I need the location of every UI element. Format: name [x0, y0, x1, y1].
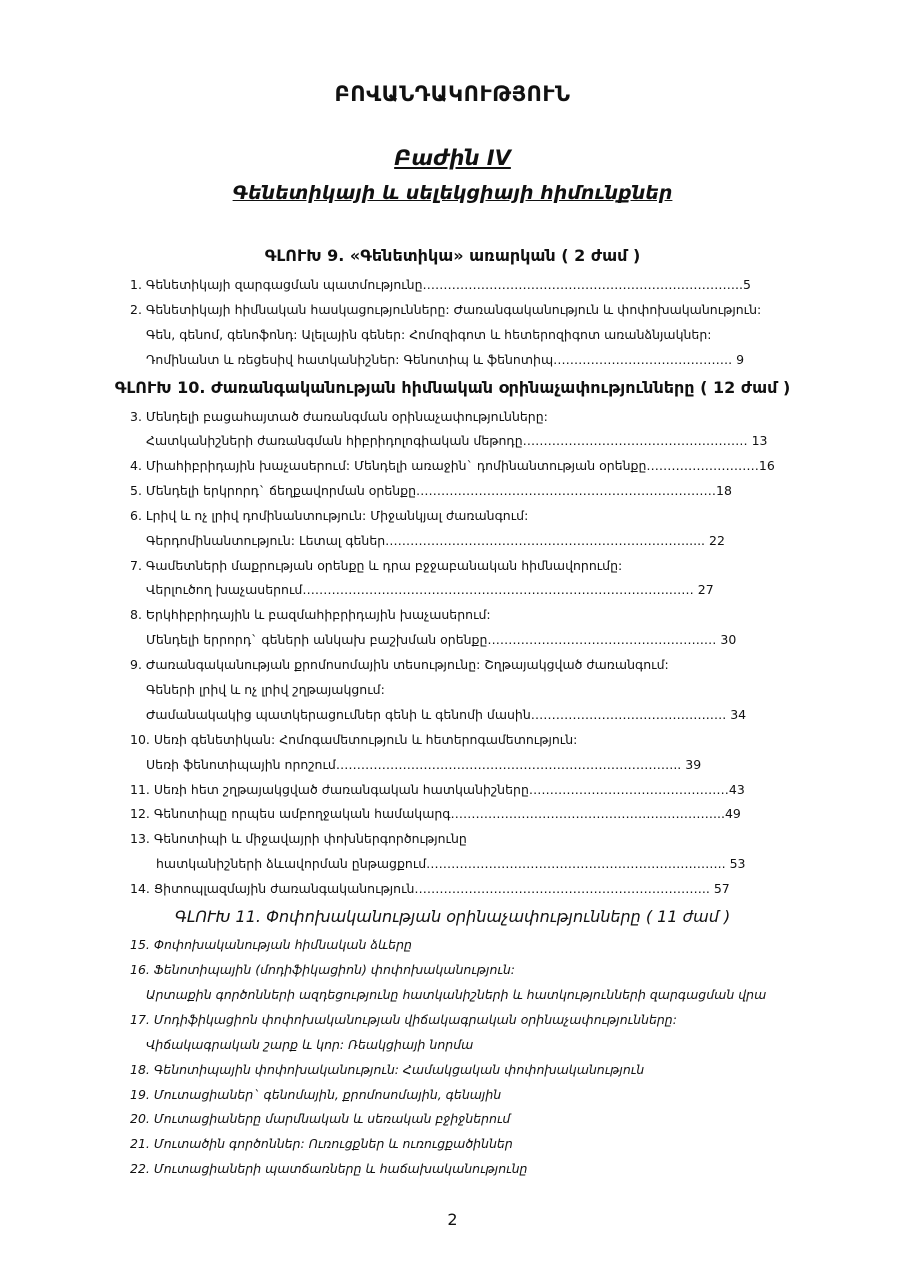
toc-line: Սեռի ֆենոտիպային որոշում……………………………………………………………………….. 39	[146, 757, 702, 772]
toc-line: Հատկանիշների ժառանգման հիբրիդոլոգիական մեթոդը……………………………………………… 13	[146, 433, 768, 448]
toc-line: 4. Միահիբրիդային խաչասերում: Մենդելի առաջին` դոմինանտության օրենքը………………………16	[130, 458, 775, 473]
toc-line: 6. Լրիվ և ոչ լրիվ դոմինանտություն: Միջանկյալ ժառանգում:	[130, 508, 529, 523]
toc-line: Գեն, գենոմ, գենոֆոնդ: Ալելային գեներ: Հոմոզիգոտ և հետերոզիգոտ առանձնյակներ:	[146, 327, 712, 342]
toc-line: 12. Գենոտիպը որպես ամբողջական համակարգ………………………………………………………...49	[130, 806, 741, 821]
toc-line: 10. Սեռի գենետիկան: Հոմոգամետություն և հետերոգամետություն:	[130, 732, 578, 747]
toc-line: 5. Մենդելի երկրորդ` ճեղքավորման օրենքը………………………………………………………………18	[130, 483, 732, 498]
toc-line: 7. Գամետների մաքրության օրենքը և դրա բջջաբանական հիմնավորումը:	[130, 558, 623, 573]
part-subtitle: Գենետիկայի և սելեկցիայի հիմունքներ	[232, 182, 673, 204]
toc-line: 3. Մենդելի բացահայտած ժառանգման օրինաչափությունները:	[130, 409, 548, 424]
toc-line: Արտաքին գործոնների ազդեցությունը հատկանիշների և հատկությունների զարգացման վրա	[146, 987, 767, 1002]
chapter-heading: ԳԼՈՒԽ 9. «Գենետիկա» առարկան ( 2 ժամ )	[264, 246, 641, 265]
toc-line: Ժամանակակից պատկերացումներ գենի և գենոմի մասին…………………………………….…. 34	[146, 707, 747, 722]
toc-line: 15. Փոփոխականության հիմնական ձևերը	[130, 937, 412, 952]
toc-line: 14. Ցիտոպլազմային ժառանգականություն…………………………………………………………….. 57	[130, 881, 730, 896]
toc-line: 16. Ֆենոտիպային (մոդիֆիկացիոն) փոփոխականություն:	[130, 962, 515, 977]
toc-line: 13. Գենոտիպի և միջավայրի փոխներգործությունը	[130, 831, 467, 846]
toc-title: ԲՈՎԱՆԴԱԿՈՒԹՅՈՒՆ	[334, 82, 571, 106]
chapter-heading: ԳԼՈՒԽ 11. Փոփոխականության օրինաչափությունները ( 11 ժամ )	[174, 907, 731, 926]
part-label: Բաժին IV	[394, 146, 511, 170]
toc-line: 17. Մոդիֆիկացիոն փոփոխականության վիճակագրական օրինաչափությունները:	[130, 1012, 677, 1027]
toc-line: 9. Ժառանգականության քրոմոսոմային տեսությունը: Շղթայակցված ժառանգում:	[130, 657, 669, 672]
toc-line: 11. Սեռի հետ շղթայակցված ժառանգական հատկանիշները…………………………………………43	[130, 782, 745, 797]
toc-line: Գեների լրիվ և ոչ լրիվ շղթայակցում:	[146, 682, 385, 697]
toc-line: Գերդոմինանտություն: Լետալ գեներ………………………………………………………………..... 22	[146, 533, 725, 548]
toc-line: 1. Գենետիկայի զարգացման պատմությունը…………………………………………………………………..5	[130, 277, 751, 292]
toc-line: 21. Մուտածին գործոններ: Ուռուցքներ և ուռուցքածիններ	[130, 1136, 513, 1151]
page-number: 2	[447, 1210, 458, 1229]
toc-line: 2. Գենետիկայի հիմնական հասկացությունները: Ժառանգականություն և փոփոխականություն:	[130, 302, 762, 317]
toc-line: 18. Գենոտիպային փոփոխականություն: Համակցական փոփոխականություն	[130, 1062, 645, 1077]
toc-line: 19. Մուտացիաներ` գենոմային, քրոմոսոմային, գենային	[130, 1087, 502, 1102]
toc-line: Վերլուծող խաչասերում…………………………………………………………………………….…… 27	[146, 582, 714, 597]
toc-line: 8. Երկհիբրիդային և բազմահիբրիդային խաչասերում:	[130, 607, 491, 622]
toc-line: 22. Մուտացիաների պատճառները և հաճախականությունը	[130, 1161, 528, 1176]
toc-line: Դոմինանտ և ռեցեսիվ հատկանիշներ: Գենոտիպ և ֆենոտիպ……………………………………. 9	[146, 352, 745, 367]
toc-line: Վիճակագրական շարք և կոր: Ռեակցիայի նորմա	[146, 1037, 474, 1052]
toc-line: հատկանիշների ձևավորման ընթացքում……………………………………………………….…….. 53	[156, 856, 746, 871]
toc-line: Մենդելի երրորդ` գեների անկախ բաշխման օրենքը…………………………………………….… 30	[146, 632, 737, 647]
chapter-heading: ԳԼՈՒԽ 10. Ժառանգականության հիմնական օրինաչափությունները ( 12 ժամ )	[114, 378, 791, 397]
toc-line: 20. Մուտացիաները մարմնական և սեռական բջիջներում	[130, 1111, 511, 1126]
